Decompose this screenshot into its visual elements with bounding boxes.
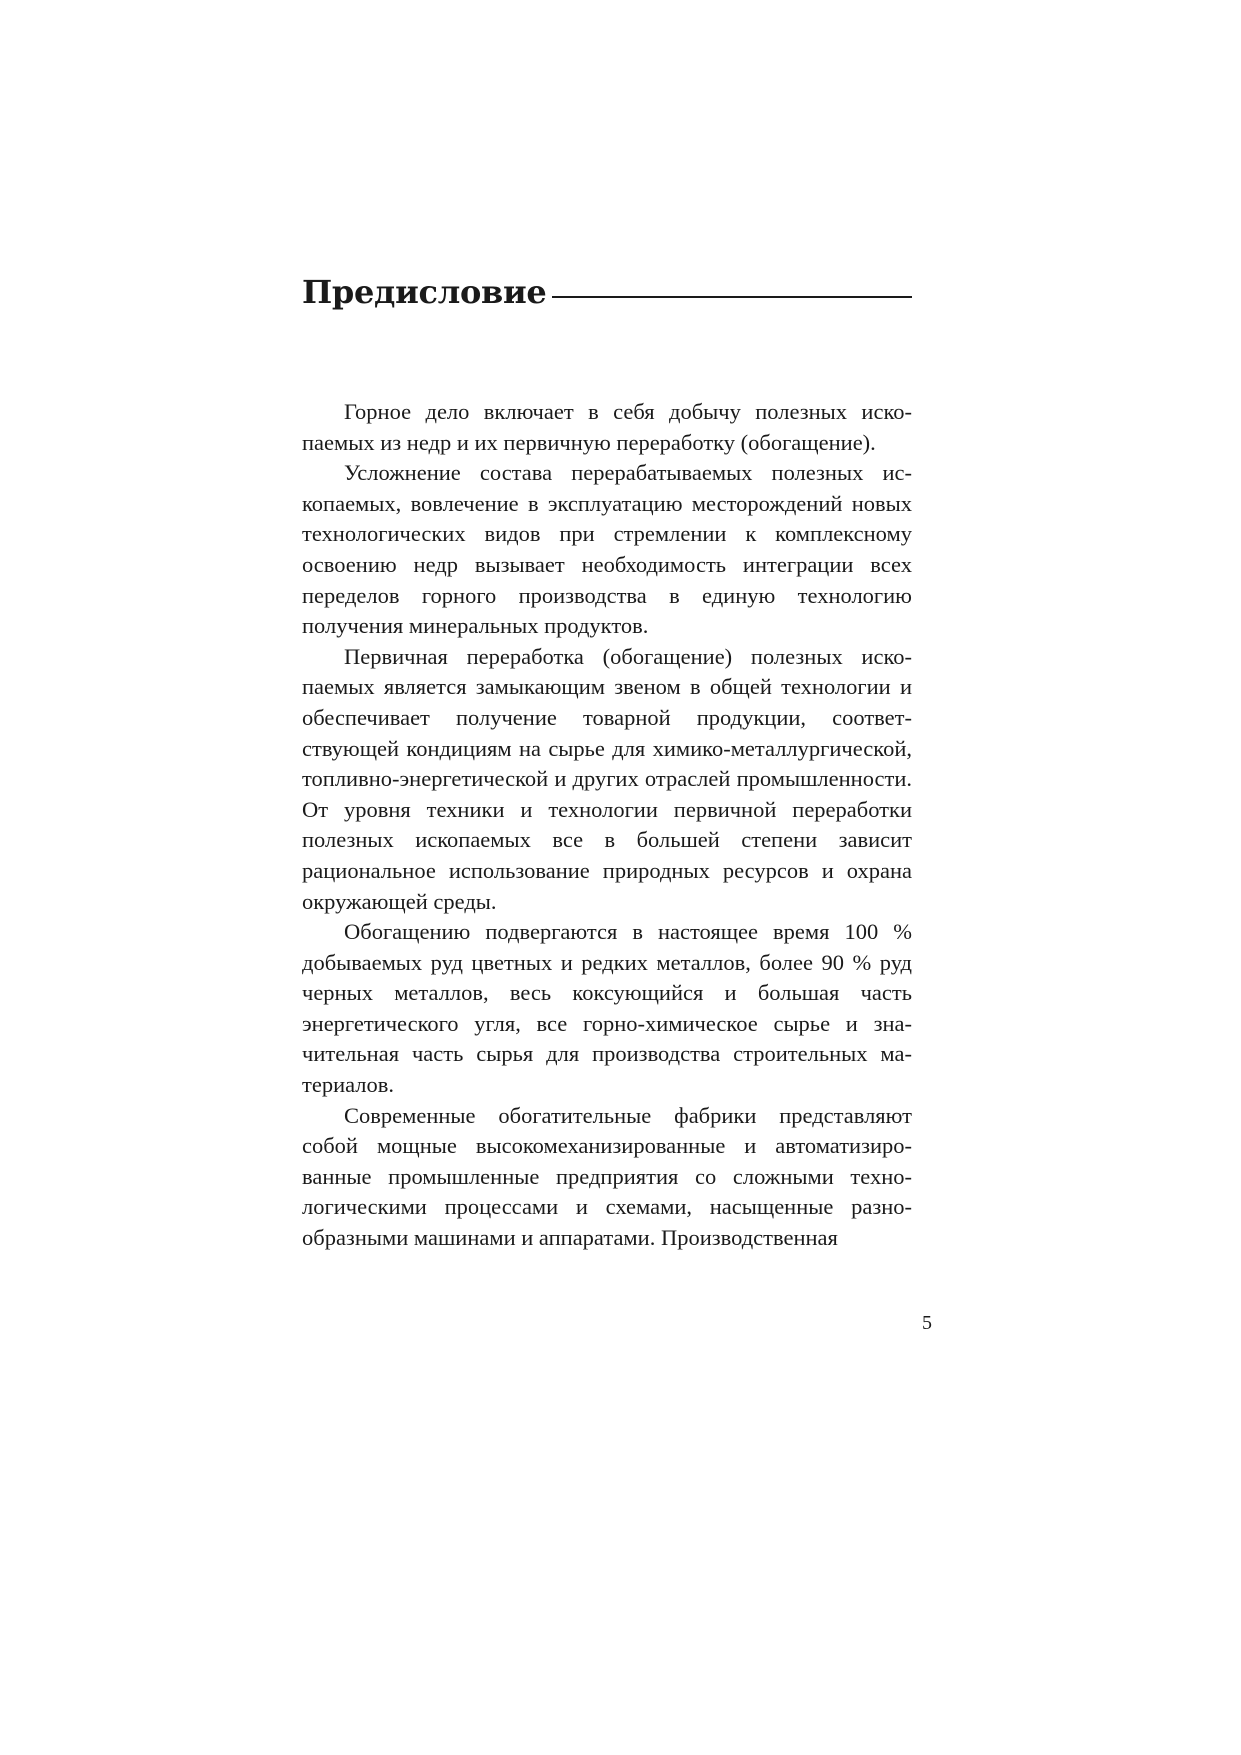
chapter-heading [302, 268, 912, 316]
paragraph: Горное дело включает в себя добычу полезных ископаемых из недр и их первичную переработку (обогащение). [302, 399, 912, 455]
heading-rule [552, 296, 912, 298]
chapter-title: Предисловие [302, 273, 547, 311]
paragraph: Обогащению подвергаются в настоящее время 100 % добываемых руд цветных и редких металлов, более 90 % руд черных металлов, весь коксующийся и большая часть энергетического угля, все горно-химическое сырье и значительная часть сырья для производства строительных материалов. [302, 919, 912, 1098]
paragraph: Усложнение состава перерабатываемых полезных ископаемых, вовлечение в эксплуатацию месторождений новых технологических видов при стремлении к комплексному освоению недр вызывает необходимость интеграции всех переделов горного производства в единую технологию получения минеральных продуктов. [302, 460, 912, 639]
body-text [302, 397, 912, 1254]
paragraph: Современные обогатительные фабрики представляют собой мощные высокомеханизированные и автоматизированные промышленные предприятия со сложными технологическими процессами и схемами, насыщенные разнообразными машинами и аппаратами. Производственная [302, 1102, 912, 1251]
page-number: 5 [922, 1312, 932, 1334]
paragraph: Первичная переработка (обогащение) полезных ископаемых является замыкающим звеном в общей технологии и обеспечивает получение товарной продукции, соответствующей кондициям на сырье для химико-металлургической, топливно-энергетической и других отраслей промышленности. От уровня техники и технологии первичной переработки полезных ископаемых все в большей степени зависит рациональное использование природных ресурсов и охрана окружающей среды. [302, 643, 912, 914]
